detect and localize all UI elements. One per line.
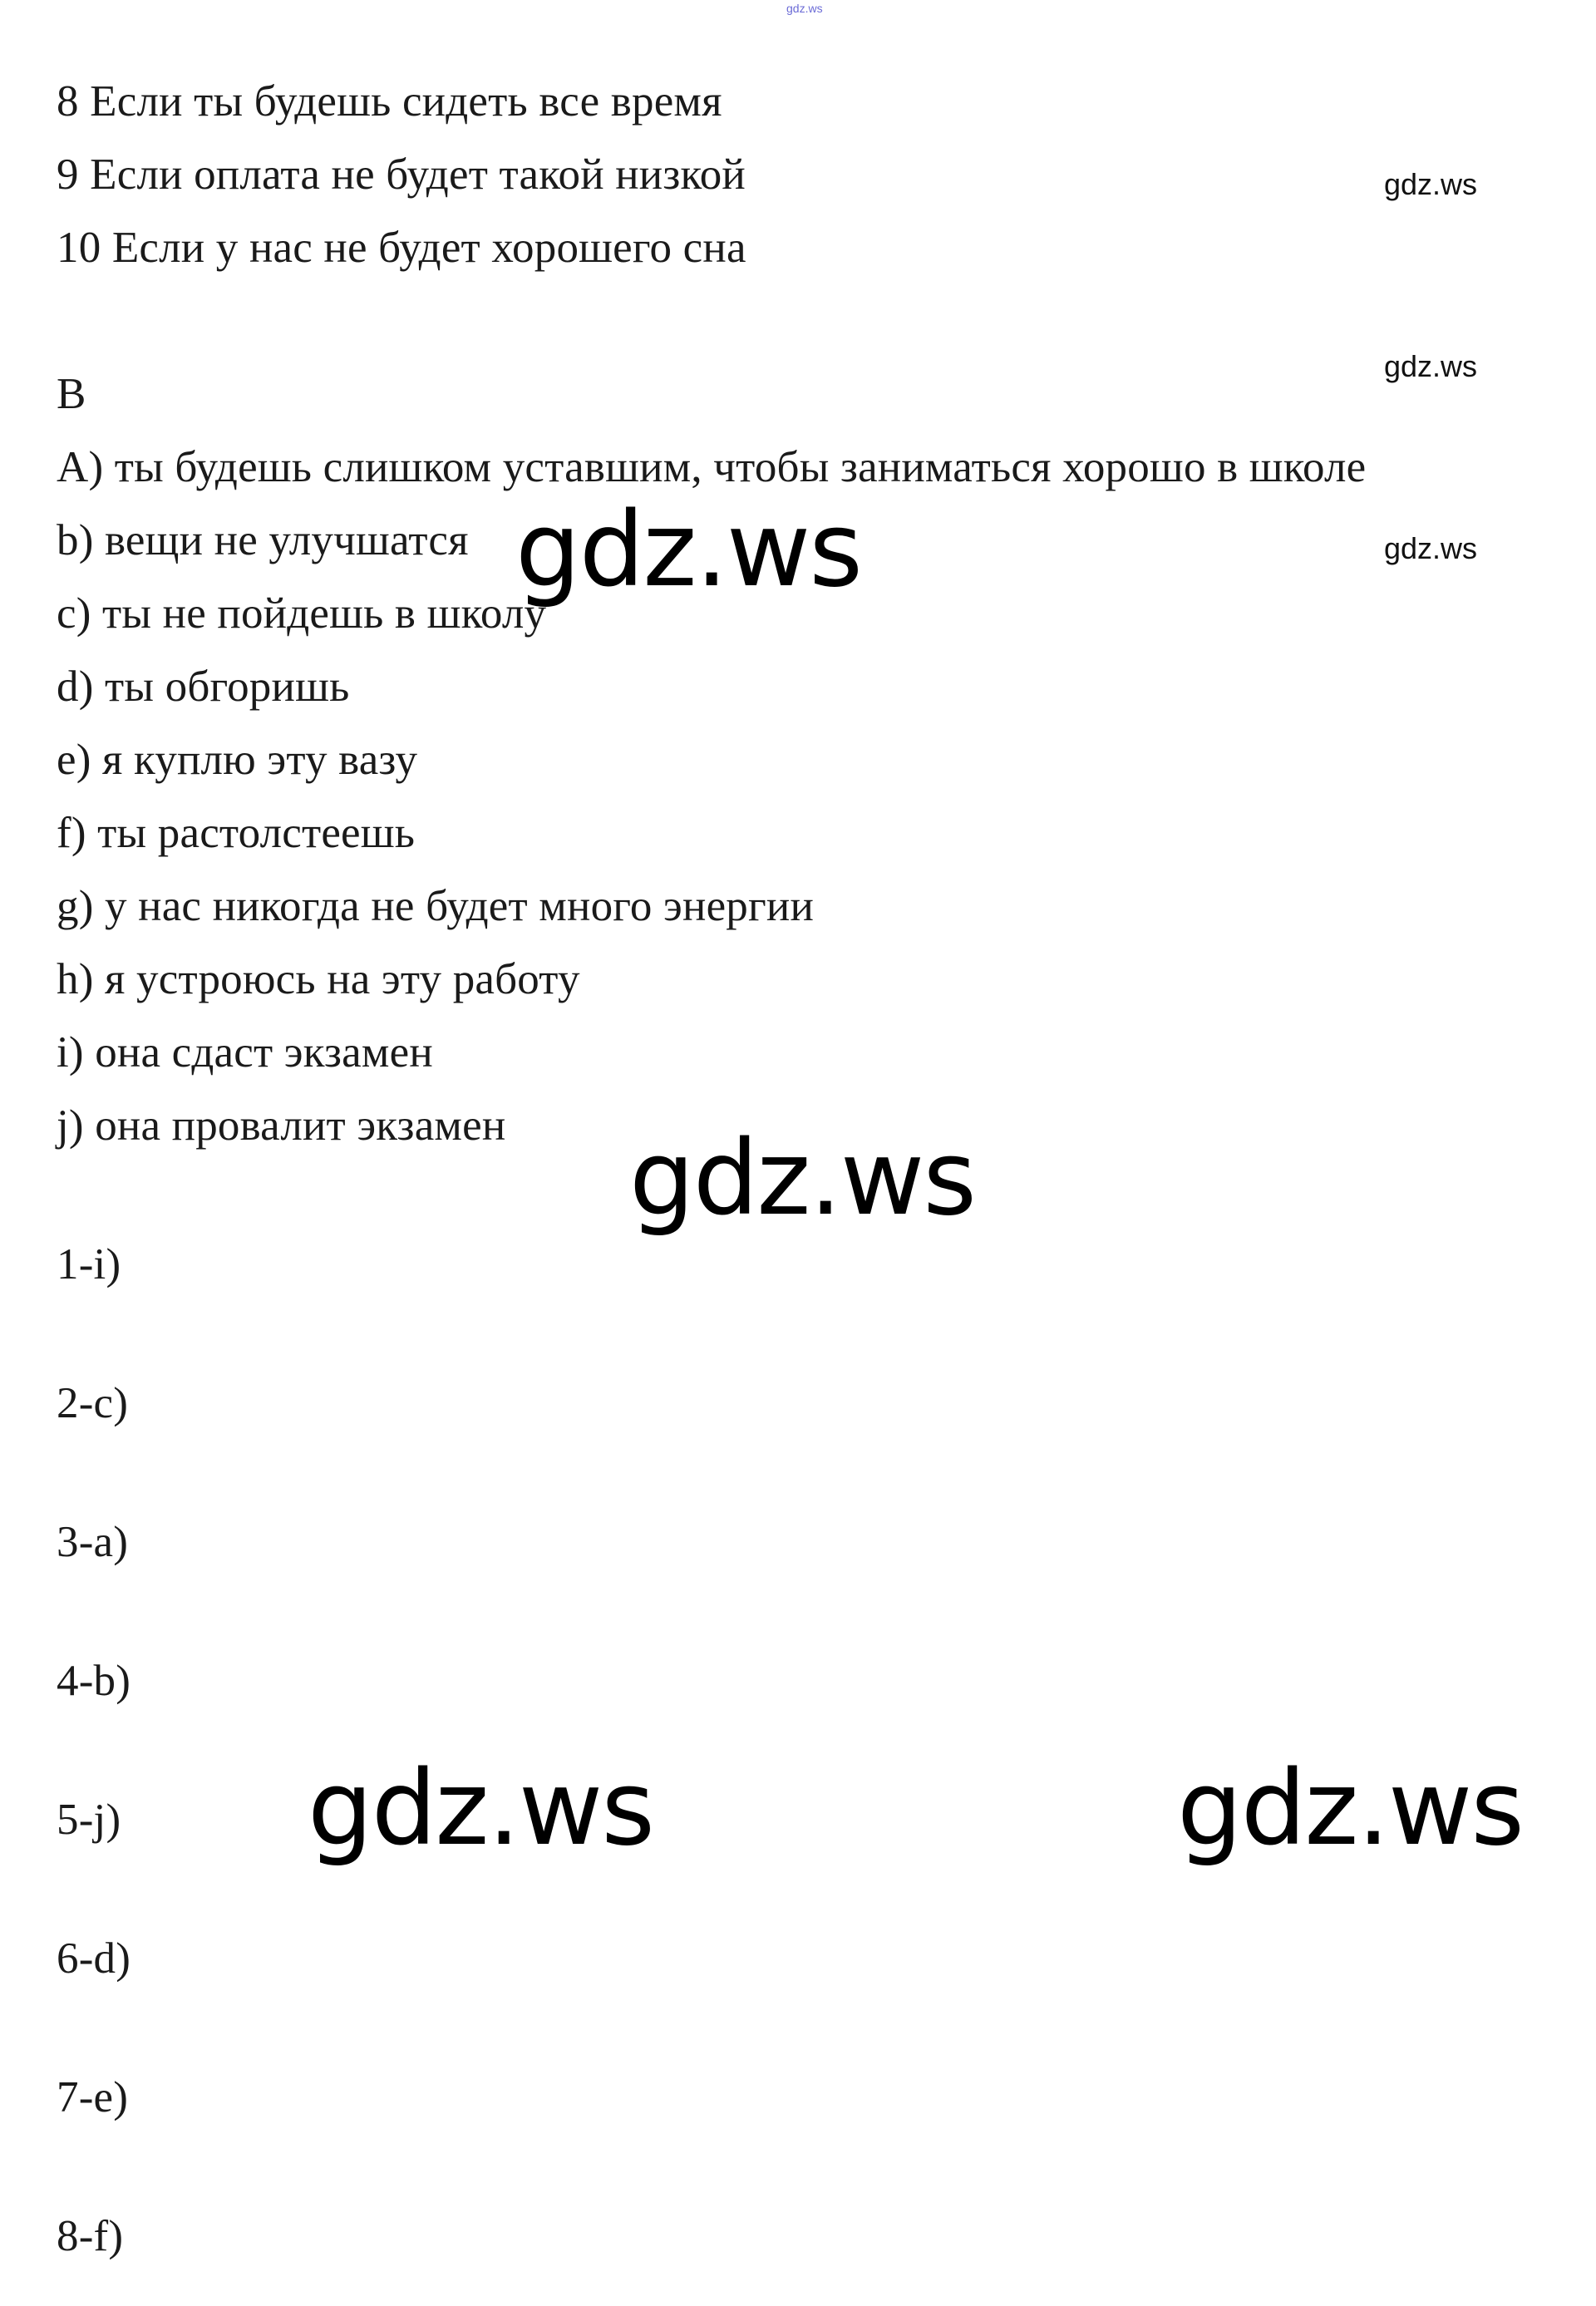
result-item-i: i) она сдаст экзамен xyxy=(57,1028,433,1077)
result-item-d: d) ты обгоришь xyxy=(57,663,350,711)
top-watermark: gdz.ws xyxy=(786,2,823,15)
section-label: B xyxy=(57,370,86,418)
watermark-large: gdz.ws xyxy=(629,1119,975,1239)
condition-line-10: 10 Если у нас не будет хорошего сна xyxy=(57,224,746,272)
result-item-a: A) ты будешь слишком уставшим, чтобы заниматься хорошо в школе xyxy=(57,443,1367,491)
answer-1: 1-i) xyxy=(57,1240,121,1289)
watermark-large: gdz.ws xyxy=(1177,1749,1523,1869)
watermark-small: gdz.ws xyxy=(1384,349,1478,383)
watermark-small: gdz.ws xyxy=(1384,531,1478,565)
result-item-f: f) ты растолстеешь xyxy=(57,809,416,857)
result-item-h: h) я устроюсь на эту работу xyxy=(57,955,580,1003)
watermark-large: gdz.ws xyxy=(308,1749,653,1869)
answer-3: 3-a) xyxy=(57,1518,129,1566)
condition-line-9: 9 Если оплата не будет такой низкой xyxy=(57,150,746,199)
answer-5: 5-j) xyxy=(57,1796,121,1844)
result-item-g: g) у нас никогда не будет много энергии xyxy=(57,882,815,930)
result-item-e: e) я куплю эту вазу xyxy=(57,736,418,784)
answer-6: 6-d) xyxy=(57,1934,131,1983)
result-item-c: c) ты не пойдешь в школу xyxy=(57,589,547,638)
watermark-large: gdz.ws xyxy=(515,490,861,610)
result-item-j: j) она провалит экзамен xyxy=(57,1101,506,1150)
result-item-b: b) вещи не улучшатся xyxy=(57,516,469,564)
answer-7: 7-e) xyxy=(57,2073,129,2121)
watermark-small: gdz.ws xyxy=(1384,167,1478,201)
answer-8: 8-f) xyxy=(57,2212,124,2260)
answer-4: 4-b) xyxy=(57,1657,131,1705)
condition-line-8: 8 Если ты будешь сидеть все время xyxy=(57,77,722,126)
answer-2: 2-c) xyxy=(57,1379,129,1427)
